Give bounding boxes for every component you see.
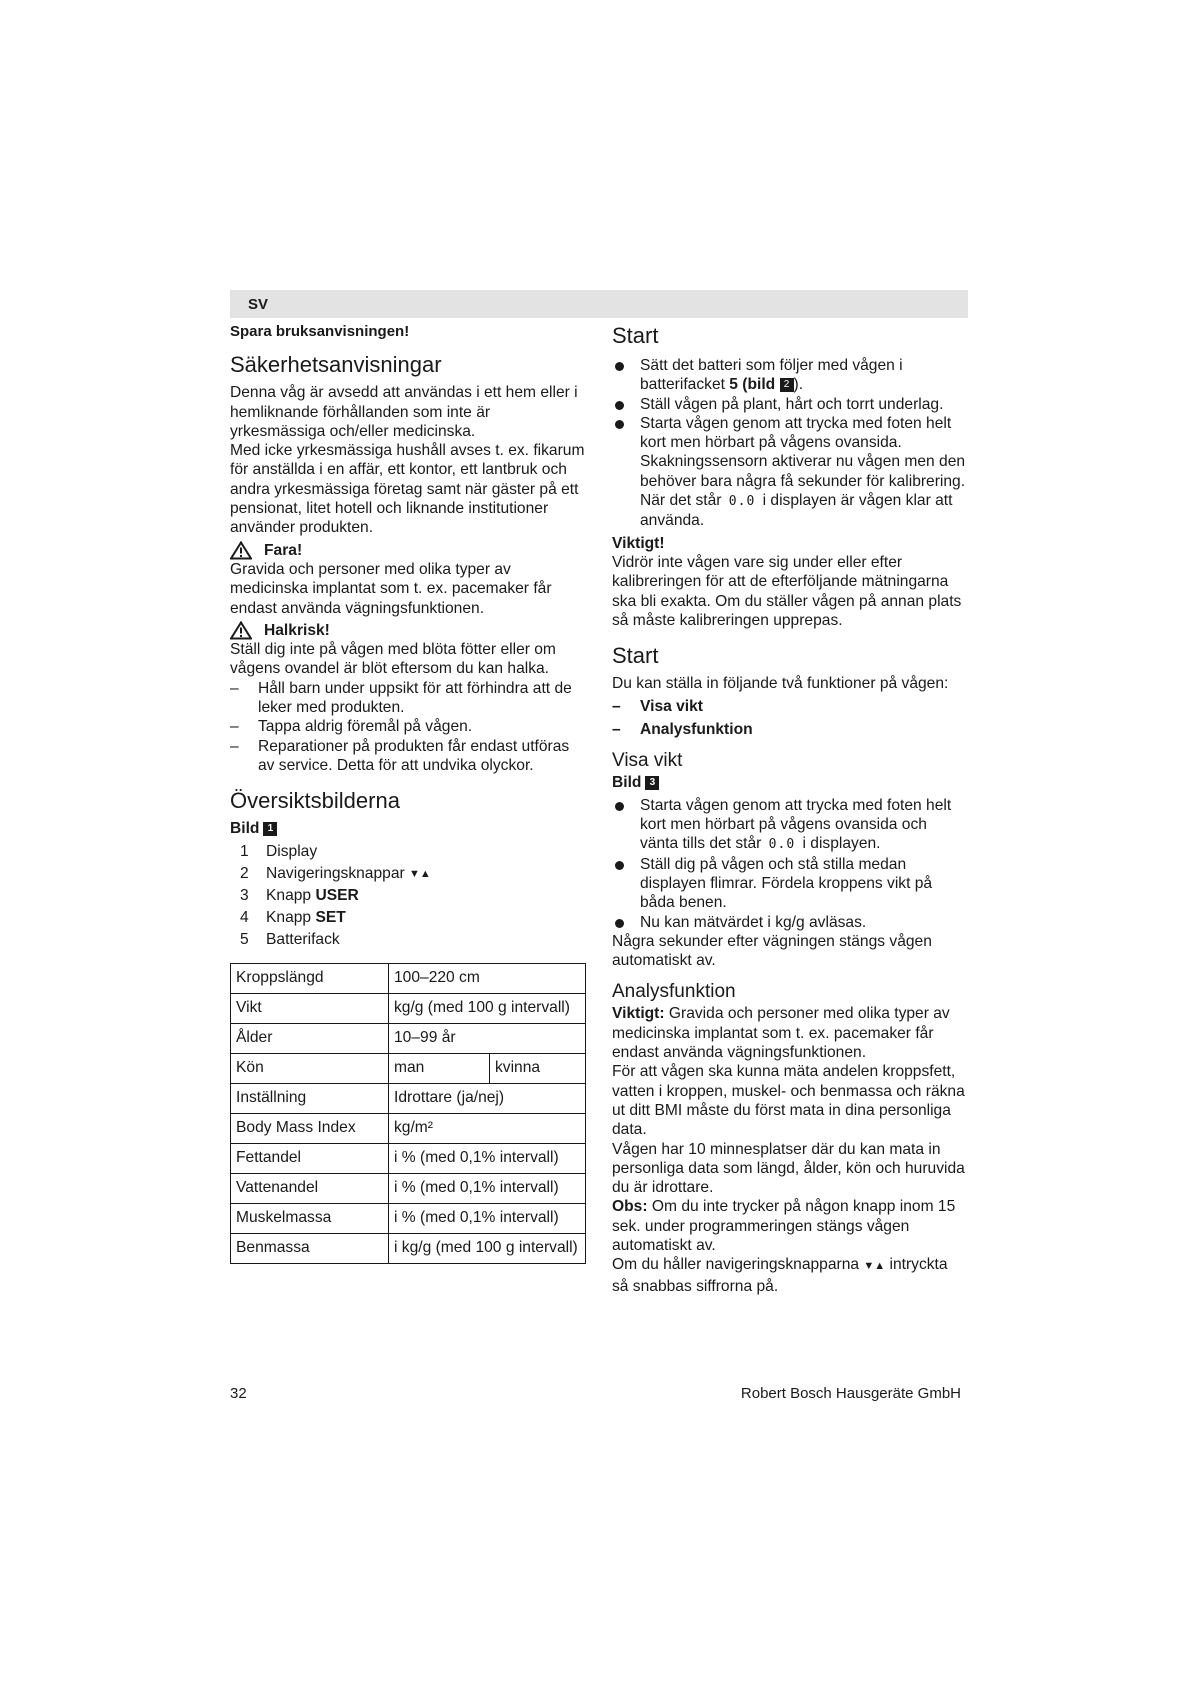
table-row	[231, 963, 586, 993]
figure-number-badge: 3	[645, 776, 659, 790]
danger-text: Gravida och personer med olika typer av medicinska implantat som t. ex. pacemaker får endast använda vägningsfunktionen.	[230, 560, 552, 617]
start-intro: Du kan ställa in följande två funktioner på vågen:	[612, 675, 949, 693]
safety-dash-list	[230, 679, 586, 775]
page-number: 32	[230, 1385, 247, 1402]
nav-arrows-icon: ▼▲	[863, 1260, 886, 1273]
important-text: Gravida och personer med olika typer av medicinska implantat som t. ex. pacemaker får endast använda vägningsfunktionen.	[612, 1005, 950, 1062]
language-bar	[230, 290, 968, 318]
part-number: 3	[240, 886, 249, 904]
analysis-title: Analysfunktion	[612, 981, 736, 1003]
table-key: Body Mass Index	[231, 1113, 389, 1143]
table-key: Muskelmassa	[231, 1203, 389, 1233]
right-column	[612, 322, 968, 1296]
list-item: Ställ vågen på plant, hårt och torrt underlag.	[612, 395, 968, 414]
overview-title: Översiktsbilderna	[230, 788, 400, 814]
obs-note	[612, 1197, 968, 1255]
list-item	[612, 796, 968, 855]
start-title-2: Start	[612, 643, 659, 669]
warning-triangle-icon	[230, 541, 252, 560]
part-label: Display	[266, 842, 318, 860]
obs-text: Om du inte trycker på någon knapp inom 15 sek. under programmeringen stängs vågen automatiskt av.	[612, 1198, 956, 1254]
part-label: Batterifack	[266, 930, 340, 948]
table-value: Idrottare (ja/nej)	[389, 1083, 586, 1113]
important-label: Viktigt:	[612, 1005, 665, 1023]
part-label-bold: SET	[315, 908, 346, 926]
danger-heading	[230, 541, 586, 560]
list-item	[240, 885, 586, 907]
table-key: Kroppslängd	[231, 963, 389, 993]
important-text: Vidrör inte vågen vare sig under eller efter kalibreringen för att de efterföljande mätningarna ska bli exakta. Om du ställer vågen på annan plats så måste kalibreringen upprepas.	[612, 553, 962, 629]
table-row	[231, 1023, 586, 1053]
table-key: Benmassa	[231, 1233, 389, 1263]
part-number: 5	[240, 930, 249, 948]
list-item: Nu kan mätvärdet i kg/g avläsas.	[612, 913, 968, 932]
list-item: – Analysfunktion	[612, 718, 968, 741]
important-label: Viktigt!	[612, 534, 665, 552]
spec-table	[230, 963, 586, 1264]
obs-label: Obs:	[612, 1198, 648, 1216]
table-row	[231, 1083, 586, 1113]
weight-figure-label	[612, 773, 968, 792]
list-item: – Tappa aldrig föremål på vågen.	[230, 717, 586, 736]
table-key: Vattenandel	[231, 1173, 389, 1203]
figure-label-text: Bild	[612, 774, 642, 792]
display-digits: 0.0	[728, 494, 756, 510]
nav-text: intryckta så snabbas siffrorna på.	[612, 1256, 948, 1295]
table-value: i % (med 0,1% intervall)	[389, 1203, 586, 1233]
part-label: Knapp	[266, 886, 316, 904]
left-column	[230, 322, 586, 1264]
table-key: Kön	[231, 1053, 389, 1083]
function-list	[612, 695, 968, 741]
parts-list	[230, 841, 586, 951]
list-item	[612, 356, 968, 395]
danger-label: Fara!	[264, 541, 303, 559]
table-key: Fettandel	[231, 1143, 389, 1173]
nav-note	[612, 1255, 968, 1296]
table-row	[231, 1203, 586, 1233]
bullet-text: i displayen.	[798, 835, 881, 853]
bullet-text: Starta vågen genom att trycka med foten helt kort men hörbart på vågens ovansida. Skakningssensorn aktiverar nu vågen men den behöver bara några få sekunder för kalibrering. När det står	[640, 414, 966, 510]
display-digits: 0.0	[768, 837, 796, 853]
part-number: 4	[240, 908, 249, 926]
part-number: 1	[240, 842, 249, 860]
analysis-paragraph-2: Vågen har 10 minnesplatser där du kan mata in personliga data som längd, ålder, kön och huruvida du är idrottare.	[612, 1140, 965, 1197]
weight-after: Några sekunder efter vägningen stängs vågen automatiskt av.	[612, 932, 932, 970]
list-item: – Håll barn under uppsikt för att förhindra att de leker med produkten.	[230, 679, 586, 718]
part-label: Navigeringsknappar	[266, 864, 405, 882]
figure-label-text: Bild	[230, 820, 260, 838]
table-value: i % (med 0,1% intervall)	[389, 1173, 586, 1203]
table-row	[231, 1113, 586, 1143]
list-item	[240, 841, 586, 863]
list-item: Ställ dig på vågen och stå stilla medan displayen flimrar. Fördela kroppens vikt på båda benen.	[612, 855, 968, 913]
slip-heading	[230, 621, 586, 640]
table-row	[231, 1143, 586, 1173]
nav-text: Om du håller navigeringsknapparna	[612, 1256, 864, 1274]
table-row	[231, 993, 586, 1023]
part-number: 2	[240, 864, 249, 882]
safety-paragraph-2: Med icke yrkesmässiga hushåll avses t. ex. fikarum för anställda i en affär, ett kontor, ett lantbruk och andra yrkesmässiga företag samt när gäster på ett pensionat, litet hotell och liknande institutioner använder produkten.	[230, 442, 585, 537]
table-row	[231, 1173, 586, 1203]
overview-figure-label	[230, 819, 586, 838]
slip-label: Halkrisk!	[264, 621, 330, 639]
analysis-paragraph-1: För att vågen ska kunna mäta andelen kroppsfett, vatten i kroppen, muskel- och benmassa och räkna ut ditt BMI måste du först mata in dina personliga data.	[612, 1063, 965, 1139]
table-value: i kg/g (med 100 g intervall)	[389, 1233, 586, 1263]
start-bullet-list	[612, 356, 968, 531]
table-value: kg/g (med 100 g intervall)	[389, 993, 586, 1023]
save-note: Spara bruksanvisningen!	[230, 323, 410, 340]
weight-bullet-list	[612, 796, 968, 932]
company-name: Robert Bosch Hausgeräte GmbH	[740, 1385, 961, 1402]
list-item	[240, 929, 586, 951]
table-row	[231, 1233, 586, 1263]
list-item: – Reparationer på produkten får endast utföras av service. Detta för att undvika olyckor.	[230, 737, 586, 776]
table-value: 10–99 år	[389, 1023, 586, 1053]
table-value: man	[389, 1053, 490, 1083]
bullet-text: i displayen är vågen klar att använda.	[640, 492, 953, 530]
part-label: Knapp	[266, 908, 316, 926]
language-label: SV	[248, 296, 269, 313]
start-title: Start	[612, 323, 659, 348]
table-value: kg/m²	[389, 1113, 586, 1143]
table-value: i % (med 0,1% intervall)	[389, 1143, 586, 1173]
part-label-bold: USER	[315, 886, 359, 904]
table-key: Ålder	[231, 1023, 389, 1053]
bullet-text: ).	[793, 376, 804, 394]
nav-arrows-icon: ▼▲	[409, 867, 431, 880]
list-item: – Visa vikt	[612, 695, 968, 718]
figure-number-badge: 1	[263, 822, 277, 836]
bullet-text: Starta vågen genom att trycka med foten helt kort men hörbart på vågens ovansida och vänta tills det står	[640, 796, 952, 853]
weight-title: Visa vikt	[612, 750, 683, 772]
bullet-text: Sätt det batteri som följer med vågen i batterifacket	[640, 357, 903, 394]
safety-paragraph-1: Denna våg är avsedd att användas i ett hem eller i hemliknande förhållanden som inte är yrkesmässiga och/eller medicinska.	[230, 384, 578, 440]
table-key: Inställning	[231, 1083, 389, 1113]
figure-number-badge: 2	[780, 378, 794, 392]
list-item	[240, 863, 586, 885]
table-value: 100–220 cm	[389, 963, 586, 993]
table-value: kvinna	[490, 1053, 586, 1083]
table-row	[231, 1053, 586, 1083]
list-item	[612, 414, 968, 531]
slip-text: Ställ dig inte på vågen med blöta fötter eller om vågens ovandel är blöt eftersom du kan halka.	[230, 641, 556, 678]
list-item	[240, 907, 586, 929]
warning-triangle-icon	[230, 621, 252, 640]
table-key: Vikt	[231, 993, 389, 1023]
safety-title: Säkerhetsanvisningar	[230, 352, 442, 378]
analysis-important	[612, 1004, 968, 1062]
bullet-bold: 5 (bild	[729, 376, 780, 394]
